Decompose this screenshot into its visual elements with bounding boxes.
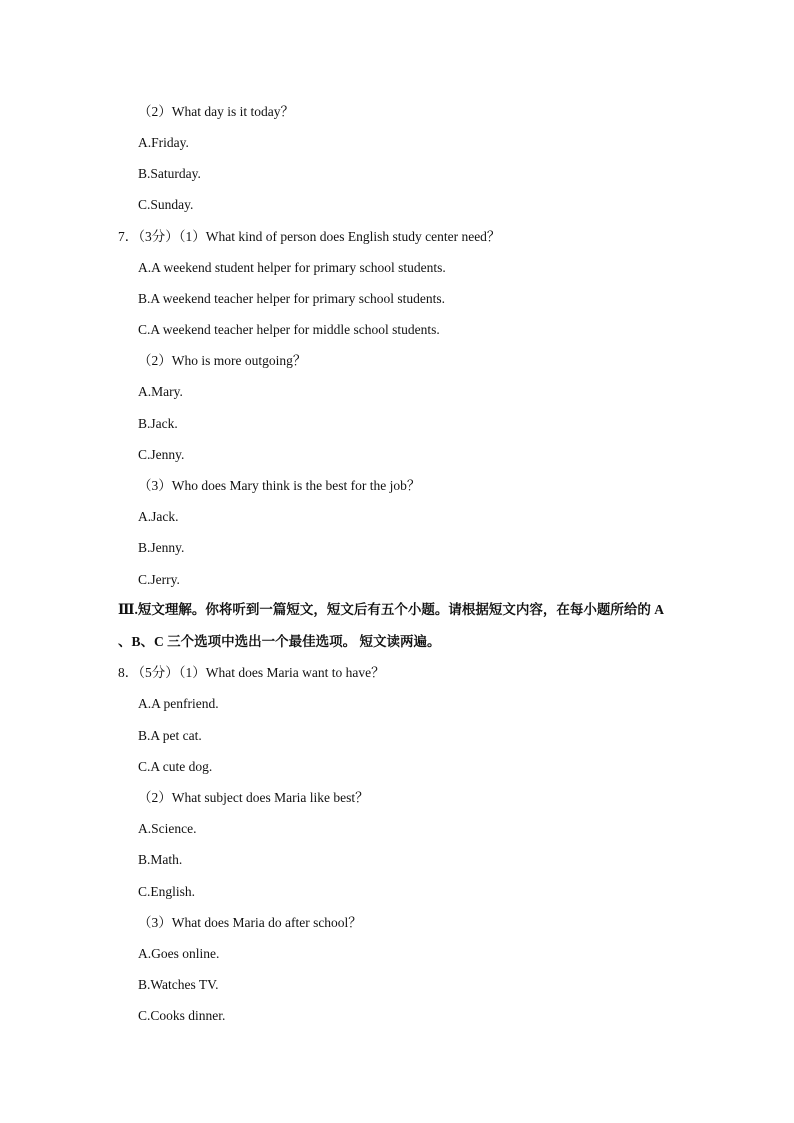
q7-sub2-option-c: C.Jenny. [138, 447, 185, 462]
q8-sub3-prompt: （3）What does Maria do after school？ [138, 915, 362, 930]
q7-sub3-option-a: A.Jack. [138, 509, 179, 524]
q7-sub2-option-a: A.Mary. [138, 384, 183, 399]
q7-sub1-option-a: A.A weekend student helper for primary school students. [138, 260, 446, 275]
q8-sub3-option-b: B.Watches TV. [138, 977, 219, 992]
q6-sub2-option-c: C.Sunday. [138, 197, 194, 212]
q8-sub2-option-a: A.Science. [138, 821, 197, 836]
q7-header: 7．（3分）（1）What kind of person does English study center need？ [118, 229, 501, 244]
q6-sub2-option-a: A.Friday. [138, 135, 189, 150]
section3-instruction-line2: 、B、C 三个选项中选出一个最佳选项。 短文读两遍。 [118, 634, 441, 649]
q7-sub3-option-b: B.Jenny. [138, 540, 185, 555]
q8-sub1-option-a: A.A penfriend. [138, 696, 219, 711]
q7-sub1-option-c: C.A weekend teacher helper for middle school students. [138, 322, 440, 337]
q7-sub2-option-b: B.Jack. [138, 416, 178, 431]
q8-sub3-option-a: A.Goes online. [138, 946, 220, 961]
q7-sub2-prompt: （2）Who is more outgoing？ [138, 353, 307, 368]
q6-sub2-option-b: B.Saturday. [138, 166, 201, 181]
q8-sub2-prompt: （2）What subject does Maria like best？ [138, 790, 369, 805]
q6-sub2-prompt: （2）What day is it today？ [138, 104, 294, 119]
q7-sub3-option-c: C.Jerry. [138, 572, 180, 587]
q8-sub1-option-b: B.A pet cat. [138, 728, 202, 743]
q7-sub3-prompt: （3）Who does Mary think is the best for the job？ [138, 478, 421, 493]
q8-sub3-option-c: C.Cooks dinner. [138, 1008, 226, 1023]
q8-sub1-option-c: C.A cute dog. [138, 759, 213, 774]
q8-sub2-option-b: B.Math. [138, 852, 183, 867]
q8-header: 8．（5分）（1）What does Maria want to have？ [118, 665, 385, 680]
section3-instruction-line1: Ⅲ.短文理解。你将听到一篇短文，短文后有五个小题。请根据短文内容，在每小题所给的 A [118, 602, 664, 617]
q7-sub1-option-b: B.A weekend teacher helper for primary school students. [138, 291, 446, 306]
q8-sub2-option-c: C.English. [138, 884, 196, 899]
